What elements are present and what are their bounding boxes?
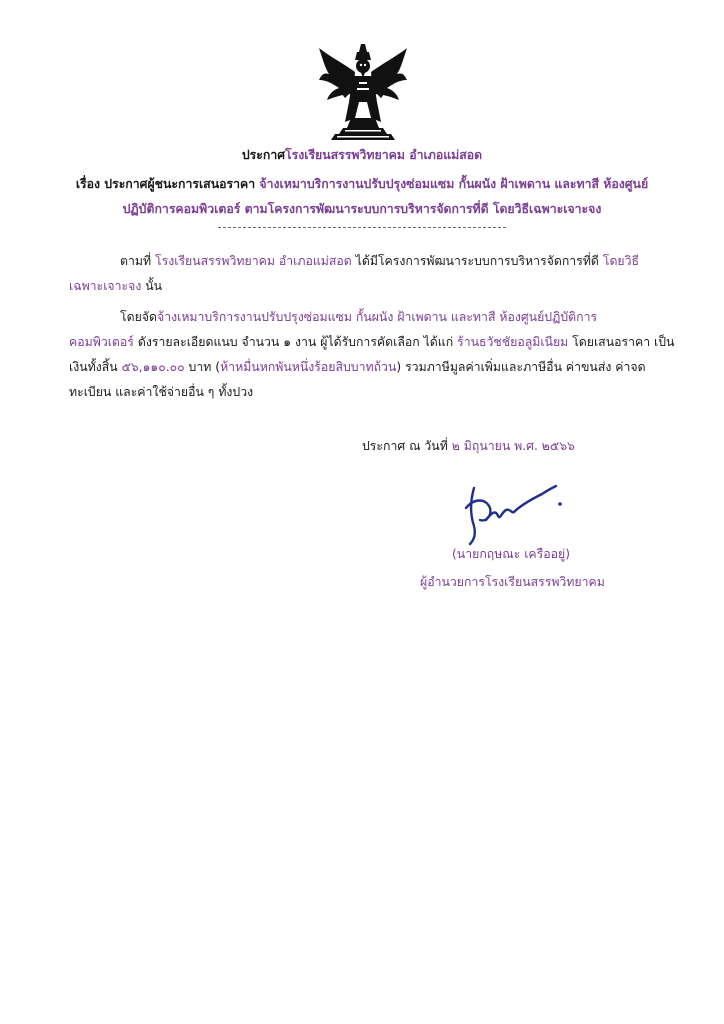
paragraph-2-line-3 bbox=[69, 359, 646, 375]
p2-vendor: ร้านธวัชชัยอลูมิเนียม bbox=[457, 335, 569, 349]
p1-method-a: โดยวิธี bbox=[602, 254, 640, 268]
signatory-name: (นายกฤษณะ เครืออยู่) bbox=[452, 547, 571, 561]
date-value: ๒ มิถุนายน พ.ศ. ๒๕๖๖ bbox=[451, 439, 575, 453]
p2-prefix: โดยจัด bbox=[120, 310, 157, 324]
paragraph-2-line-2 bbox=[69, 334, 674, 350]
p1-prefix: ตามที่ bbox=[120, 254, 152, 268]
p1-method-b: เฉพาะเจาะจง bbox=[69, 279, 142, 293]
paragraph-2-line-1 bbox=[120, 309, 597, 325]
p2-project-a: จ้างเหมาบริการงานปรับปรุงซ่อมแซม กั้นผนัง ฝ้าเพดาน และทาสี ห้องศูนย์ปฏิบัติการ bbox=[157, 310, 598, 324]
p3-total-prefix: เงินทั้งสิ้น bbox=[69, 360, 118, 374]
school-name: โรงเรียนสรรพวิทยาคม อำเภอแม่สอด bbox=[285, 148, 483, 162]
p2-project-b: คอมพิวเตอร์ bbox=[69, 335, 134, 349]
p3-amount: ๕๖,๑๑๐.๐๐ bbox=[121, 360, 185, 374]
announcement-prefix: ประกาศ bbox=[241, 148, 286, 162]
garuda-emblem-icon bbox=[315, 42, 411, 142]
paragraph-1-line-1 bbox=[120, 253, 639, 269]
p1-mid: ได้มีโครงการพัฒนาระบบการบริหารจัดการที่ดี bbox=[355, 254, 599, 268]
announcement-title bbox=[0, 147, 724, 163]
subject-prefix: เรื่อง ประกาศผู้ชนะการเสนอราคา bbox=[75, 177, 256, 191]
subject-title-1: จ้างเหมาบริการงานปรับปรุงซ่อมแซม กั้นผนัง ฝ้าเพดาน และทาสี ห้องศูนย์ bbox=[259, 177, 649, 191]
signatory-position: ผู้อำนวยการโรงเรียนสรรพวิทยาคม bbox=[420, 575, 605, 589]
paragraph-1-line-2 bbox=[69, 278, 162, 294]
p3-baht: บาท ( bbox=[188, 360, 221, 374]
handwritten-signature-icon bbox=[456, 478, 566, 548]
paragraph-2-line-4: ทะเบียน และค่าใช้จ่ายอื่น ๆ ทั้งปวง bbox=[69, 385, 254, 399]
subject-line-1 bbox=[0, 176, 724, 192]
p2-offer: โดยเสนอราคา เป็น bbox=[572, 335, 675, 349]
subject-line-2: ปฏิบัติการคอมพิวเตอร์ ตามโครงการพัฒนาระบบการบริหารจัดการที่ดี โดยวิธีเฉพาะเจาะจง bbox=[122, 202, 602, 216]
date-prefix: ประกาศ ณ วันที่ bbox=[362, 439, 448, 453]
p2-detail: ดังรายละเอียดแนบ จำนวน ๑ งาน ผู้ได้รับการคัดเลือก ได้แก่ bbox=[137, 335, 454, 349]
p3-rest: ) รวมภาษีมูลค่าเพิ่มและภาษีอื่น ค่าขนส่ง ค่าจด bbox=[396, 360, 646, 374]
announcement-date bbox=[362, 438, 575, 454]
p1-end: นั้น bbox=[145, 279, 163, 293]
p1-school: โรงเรียนสรรพวิทยาคม อำเภอแม่สอด bbox=[155, 254, 352, 268]
separator-line bbox=[218, 227, 506, 228]
p3-amount-text: ห้าหมื่นหกพันหนึ่งร้อยสิบบาทถ้วน bbox=[220, 360, 397, 374]
